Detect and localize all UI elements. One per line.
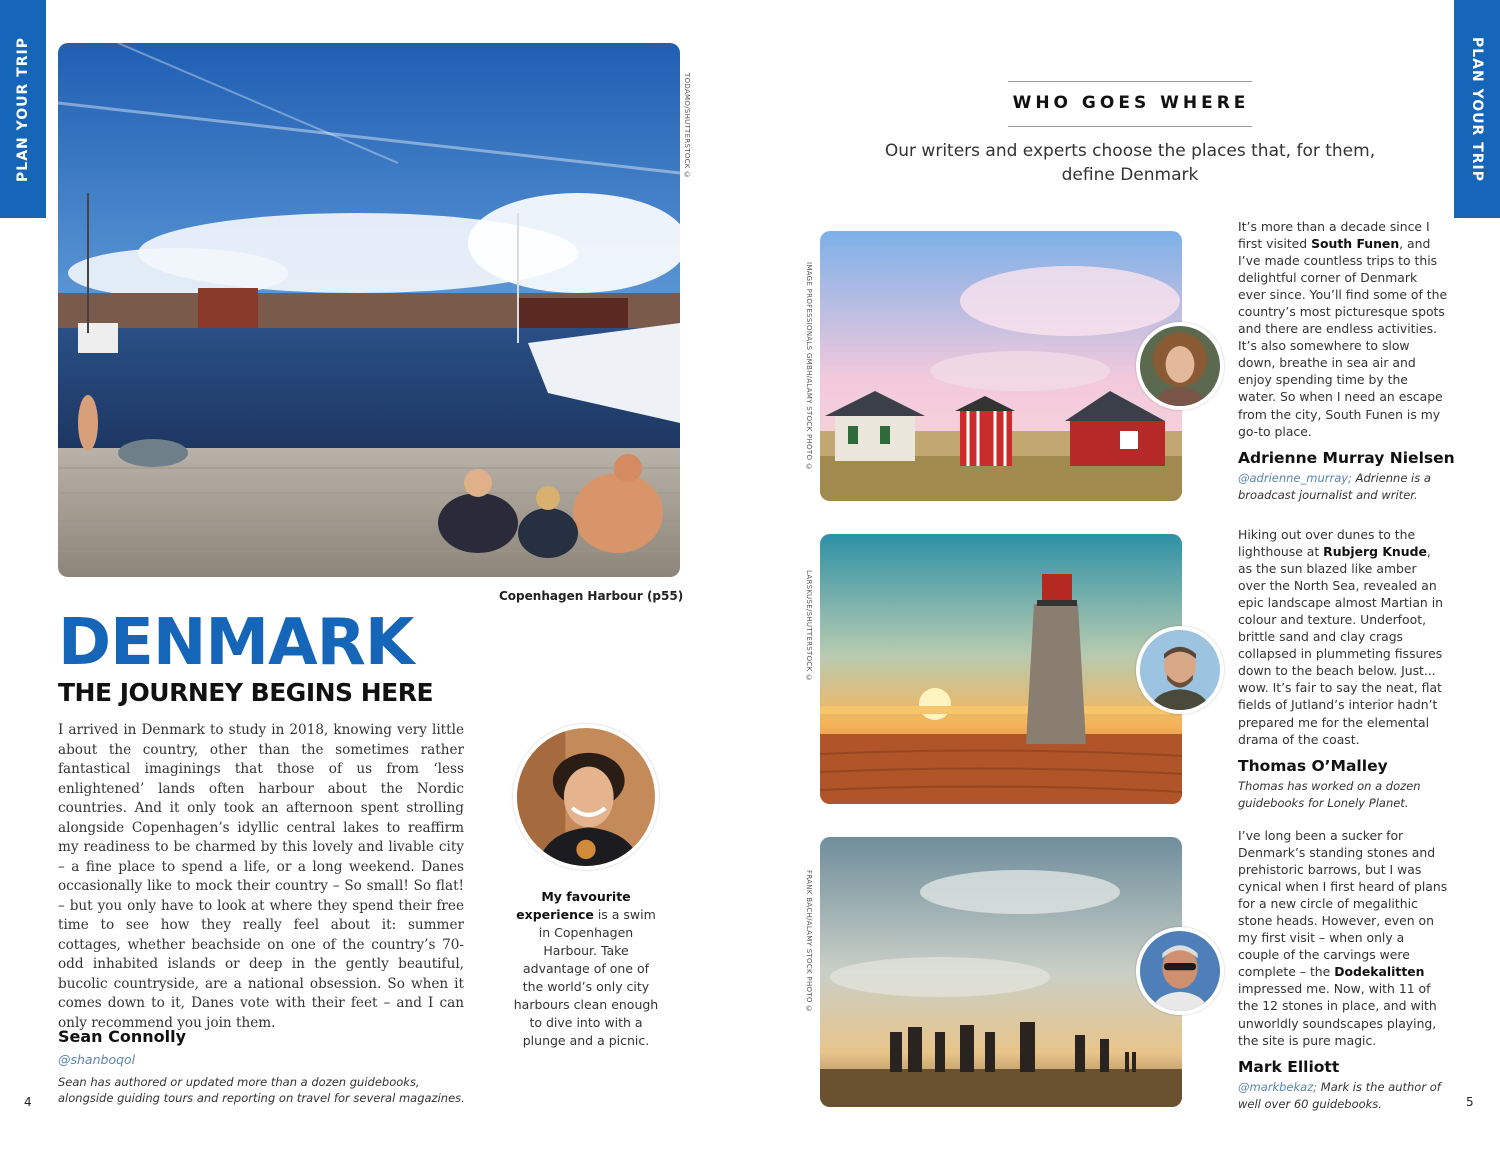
writer-3-story-text: I’ve long been a sucker for Denmark’s standing stones and prehistoric barrows, but I was cynical when I first heard of plans for a new circle of megalithic stone heads. However, even on my first visit – when only a couple of the carvings were complete – the	[1238, 828, 1448, 980]
author-bio-line: Sean has authored or updated more than a dozen guidebooks,	[58, 1075, 420, 1089]
intro-body-text: I arrived in Denmark to study in 2018, knowing very little about the country, other than the sometimes rather fantastical imaginings that those of us from ‘less enlightened’ lands often harbour about the Nordic countries. And it only took an afternoon spent strolling alongside Copenhagen’s idyllic central lakes to reaffirm my readiness to be charmed by this lovely and livable city – a fine place to spend a life, or a long weekend. Danes occasionally like to mock their country – So small! So flat! – but you only have to look at where they spend their free time to see how they really feel about it: summer cottages, whether beachside on one of the country’s 70-odd inhabited islands or deep in the gently beautiful, bucolic countryside, are a national obsession. So when it comes down to it, Danes vote with their feet – and I can only recommend you join them.	[58, 722, 464, 1031]
writer-1-avatar	[1136, 322, 1224, 410]
writer-3-place: Dodekalitten	[1334, 964, 1425, 980]
page-number-right: 5	[1466, 1095, 1474, 1109]
writer-3-story	[1238, 827, 1448, 1049]
header-rule-bottom	[1008, 126, 1252, 127]
favourite-experience-lead: My favourite experience	[516, 889, 631, 922]
writer-2-photo-credit: LARSKUSE/SHUTTERSTOCK ©	[805, 570, 813, 683]
author-avatar	[513, 724, 659, 870]
writer-1-story-text: , and I’ve made countless trips to this delightful corner of Denmark ever since. You’ll find some of the country’s most picturesque spots and there are endless activities. It’s also somewhere to slow down, breathe in sea air and enjoy spending time by the water. So when I need an escape from the city, South Funen is my go-to place.	[1238, 236, 1448, 439]
writer-3-handle: @markbekaz;	[1238, 1080, 1318, 1094]
writer-3-name: Mark Elliott	[1238, 1058, 1340, 1076]
writer-2-story-text: Hiking out over dunes to the lighthouse at	[1238, 527, 1416, 560]
writer-1-story	[1238, 218, 1448, 440]
rubjerg-knude-lighthouse-photo	[820, 534, 1182, 804]
dodekalitten-stones-photo	[820, 837, 1182, 1107]
main-photo-caption: Copenhagen Harbour (p55)	[499, 589, 684, 603]
writer-1-bio	[1238, 470, 1453, 503]
writer-2-avatar	[1136, 626, 1224, 714]
writer-1-photo-credit: IMAGE PROFESSIONALS GMBH/ALAMY STOCK PHOTO ©	[805, 262, 813, 472]
section-subtitle: Our writers and experts choose the places that, for them, define Denmark	[884, 141, 1376, 185]
section-title: WHO GOES WHERE	[1012, 93, 1250, 113]
writer-2-story-text: , as the sun blazed like amber over the North Sea, revealed an epic landscape almost Martian in colour and texture. Underfoot, brittle sand and clay crags collapsed in plummeting fissures down to the beach below. Just... wow. It’s fair to say the neat, flat fields of Jutland’s interior hadn’t prepared me for the elemental drama of the coast.	[1238, 544, 1444, 747]
writer-2-bio-text: Thomas has worked on a dozen guidebooks for Lonely Planet.	[1238, 779, 1421, 810]
writer-3-avatar	[1136, 927, 1224, 1015]
page-subtitle: THE JOURNEY BEGINS HERE	[58, 678, 434, 707]
writer-1-name: Adrienne Murray Nielsen	[1238, 449, 1455, 467]
copenhagen-harbour-photo	[58, 43, 680, 577]
section-tab-right-label: PLAN YOUR TRIP	[1469, 36, 1485, 182]
page-title: DENMARK	[58, 606, 414, 680]
writer-1-place: South Funen	[1311, 236, 1400, 252]
writer-3-story-text: impressed me. Now, with 11 of the 12 stones in place, and with unworldly soundscapes playing, the site is pure magic.	[1238, 981, 1437, 1048]
favourite-experience-text: is a swim in Copenhagen Harbour. Take advantage of one of the world’s only city harbours clean enough to dive into with a plunge and a picnic.	[513, 907, 659, 1048]
south-funen-beach-huts-photo	[820, 231, 1182, 501]
author-handle: @shanboqol	[58, 1052, 136, 1067]
page-number-left: 4	[24, 1095, 32, 1109]
writer-1-bio-text: Adrienne is a broadcast journalist and writer.	[1238, 471, 1431, 502]
writer-3-bio-text: Mark is the author of well over 60 guidebooks.	[1238, 1080, 1441, 1111]
writer-1-handle: @adrienne_murray;	[1238, 471, 1352, 485]
writer-2-story	[1238, 526, 1448, 748]
writer-2-bio	[1238, 778, 1453, 811]
author-bio-line: alongside guiding tours and reporting on travel for several magazines.	[58, 1091, 465, 1105]
writer-2-name: Thomas O’Malley	[1238, 757, 1388, 775]
writer-3-bio	[1238, 1079, 1453, 1112]
author-bio	[58, 1074, 478, 1106]
main-photo-credit: TODAMO/SHUTTERSTOCK ©	[683, 73, 691, 180]
writer-2-place: Rubjerg Knude	[1323, 544, 1427, 560]
author-name: Sean Connolly	[58, 1027, 187, 1046]
favourite-experience-callout	[512, 888, 660, 1050]
section-tab-left	[0, 0, 46, 218]
header-rule-top	[1008, 81, 1252, 82]
writer-3-photo-credit: FRANK BACH/ALAMY STOCK PHOTO ©	[805, 870, 813, 1014]
writer-1-story-text: It’s more than a decade since I first visited	[1238, 219, 1430, 252]
section-tab-left-label: PLAN YOUR TRIP	[15, 36, 31, 182]
section-tab-right	[1454, 0, 1500, 218]
